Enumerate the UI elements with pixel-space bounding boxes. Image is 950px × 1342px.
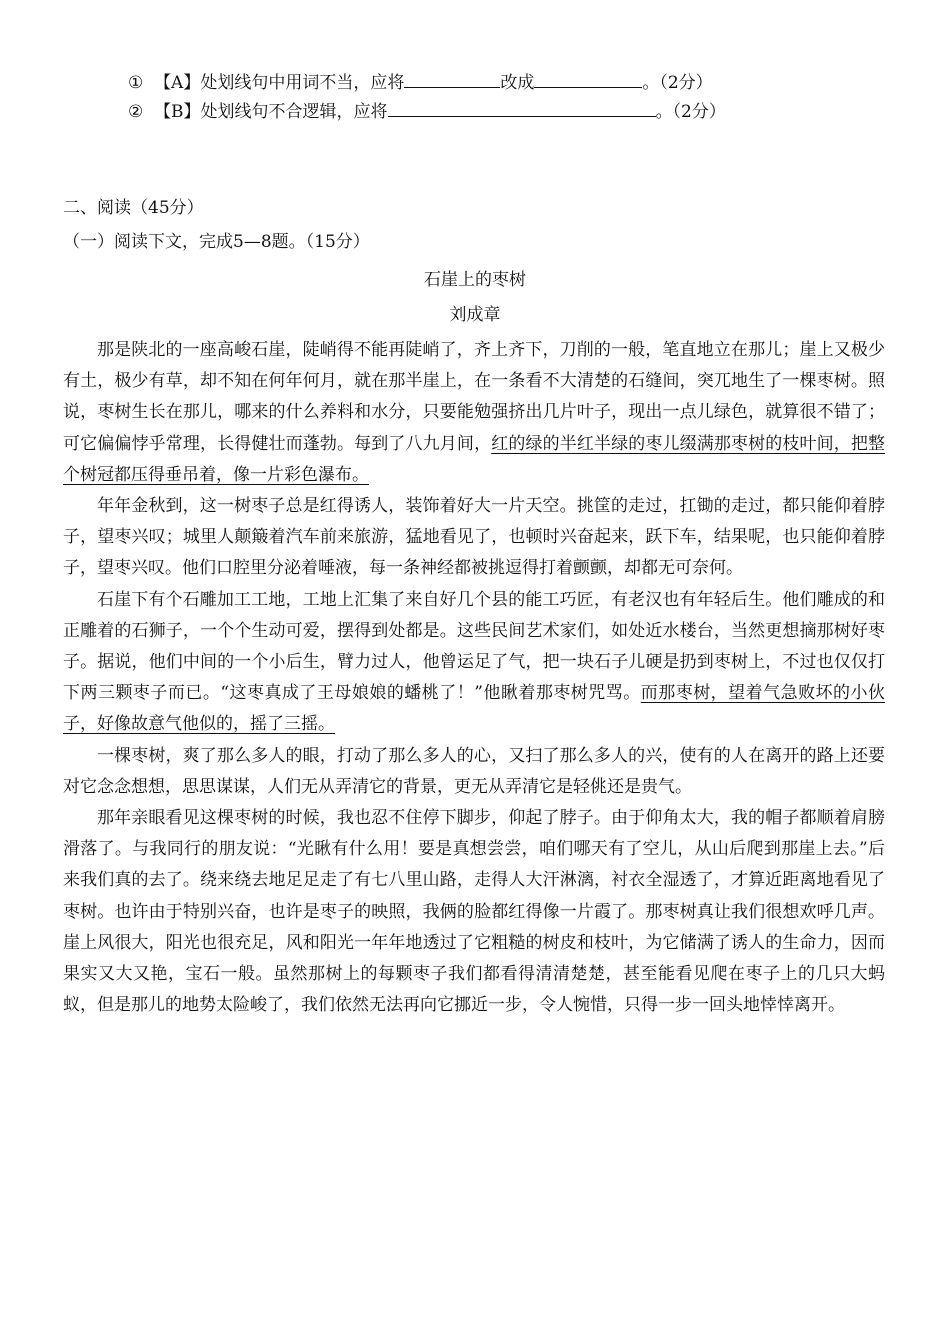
question-1-text: 【A】处划线句中用词不当，应将 <box>154 73 405 93</box>
question-2-score: 。（2分） <box>655 102 726 122</box>
paragraph-1 <box>63 335 885 491</box>
article-body <box>63 335 885 1021</box>
paragraph-4: 一棵枣树，爽了那么多人的眼，打动了那么多人的心，又扫了那么多人的兴，使有的人在离开的路上还要对它念念想想，思思谋谋，人们无从弄清它的背景，更无从弄清它是轻佻还是贵气。 <box>63 745 885 797</box>
section-subheading: （一）阅读下文，完成5—8题。（15分） <box>63 232 370 252</box>
article-author: 刘成章 <box>449 305 501 325</box>
question-1 <box>128 69 713 96</box>
question-1-marker: ① <box>128 73 144 93</box>
paragraph-1-text: 那是陕北的一座高峻石崖，陡峭得不能再陡峭了，齐上齐下，刀削的一般，笔直地立在那儿；崖上又极少有土，极少有草，却不知在何年何月，就在那半崖上，在一条看不大清楚的石缝间，突兀地生了一棵枣树。照说，枣树生长在那儿，哪来的什么养料和水分，只要能勉强挤出几片叶子，现出一点儿绿色，就算很不错了；可它偏偏悖乎常理，长得健壮而蓬勃。每到了八九月间， <box>63 340 885 454</box>
question-1-score: 。（2分） <box>642 73 713 93</box>
article-title: 石崖上的枣树 <box>424 270 526 290</box>
paragraph-3-text: 石崖下有个石雕加工工地，工地上汇集了来自好几个县的能工巧匠，有老汉也有年轻后生。他们雕成的和正雕着的石狮子，一个个生动可爱，摆得到处都是。这些民间艺术家们，如处近水楼台，当然更想摘那树好枣子。据说，他们中间的一个小后生，臂力过人，他曾运足了气，把一块石子儿硬是扔到枣树上，不过也仅仅打下两三颗枣子而已。“这枣真成了王母娘娘的蟠桃了！”他瞅着那枣树咒骂。 <box>63 589 885 704</box>
question-2 <box>128 98 726 125</box>
question-1-mid: 改成 <box>500 73 535 93</box>
answer-blank-2[interactable] <box>388 98 656 117</box>
question-2-text: 【B】处划线句不合逻辑，应将 <box>154 102 388 122</box>
answer-blank-1a[interactable] <box>404 69 500 88</box>
underlined-sentence-a: 红的绿的半红半绿的枣儿缀满那枣树的枝叶间，把整个树冠都压得垂吊着，像一片彩色瀑布。 <box>63 433 886 485</box>
paragraph-5: 那年亲眼看见这棵枣树的时候，我也忍不住停下脚步，仰起了脖子。由于仰角太大，我的帽子都顺着肩膀滑落了。与我同行的朋友说：“光瞅有什么用！要是真想尝尝，咱们哪天有了空儿，从山后爬到那崖上去。”后来我们真的去了。绕来绕去地足足走了有七八里山路，走得人大汗淋漓，衬衣全湿透了，才算近距离地看见了枣树。也许由于特别兴奋，也许是枣子的映照，我俩的脸都红得像一片霞了。那枣树真让我们很想欢呼几声。崖上风很大，阳光也很充足，风和阳光一年年地透过了它粗糙的树皮和枝叶，为它储满了诱人的生命力，因而果实又大又艳，宝石一般。虽然那树上的每颗枣子我们都看得清清楚楚，甚至能看见爬在枣子上的几只大蚂蚁，但是那儿的地势太险峻了，我们依然无法再向它挪近一步，令人惋惜，只得一步一回头地悻悻离开。 <box>63 808 885 1016</box>
answer-blank-1b[interactable] <box>534 69 642 88</box>
paragraph-3 <box>63 585 885 741</box>
paragraph-2: 年年金秋到，这一树枣子总是红得诱人，装饰着好大一片天空。挑筐的走过，扛锄的走过，都只能仰着脖子，望枣兴叹；城里人颠簸着汽车前来旅游，猛地看见了，也顿时兴奋起来，跃下车，结果呢，也只能仰着脖子，望枣兴叹。他们口腔里分泌着唾液，每一条神经都被挑逗得打着颤颤，却都无可奈何。 <box>63 496 885 579</box>
underlined-sentence-b: 而那枣树，望着气急败坏的小伙子，好像故意气他似的，摇了三摇。 <box>63 683 886 735</box>
question-2-marker: ② <box>128 102 144 122</box>
section-heading: 二、阅读（45分） <box>63 198 204 218</box>
